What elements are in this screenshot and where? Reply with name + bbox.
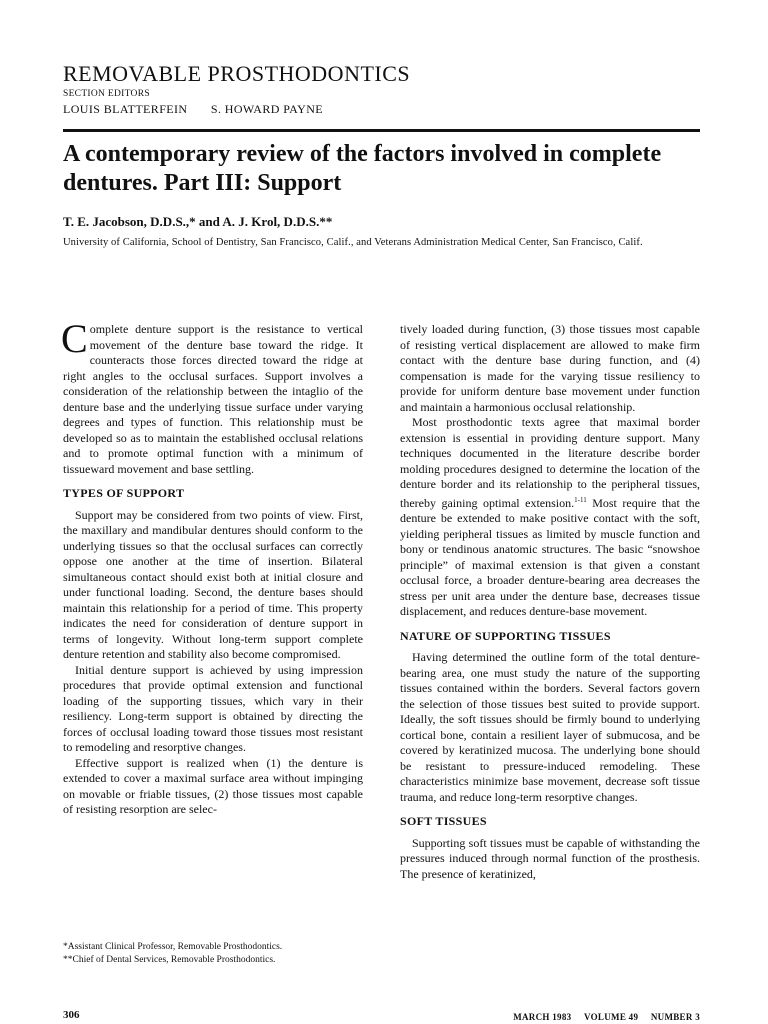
footnote: **Chief of Dental Services, Removable Prosthodontics.	[63, 954, 276, 965]
journal-section-title: REMOVABLE PROSTHODONTICS	[63, 61, 411, 86]
issue-number: NUMBER 3	[650, 1012, 700, 1022]
page-number: 306	[63, 1009, 80, 1021]
body-paragraph: Supporting soft tissues must be capable of withstanding the pressures induced through normal function of the prosthesis. The presence of keratinized,	[400, 835, 700, 881]
article-title: A contemporary review of the factors involved in complete dentures. Part III: Support	[63, 141, 662, 196]
section-heading-types-of-support: TYPES OF SUPPORT	[63, 486, 185, 500]
body-paragraph	[400, 415, 700, 620]
body-paragraph: tively loaded during function, (3) those tissues most capable of resisting vertical displacement are allowed to make firm contact with the denture base during function, and (4) compensation is made for the varying tissue resiliency to provide for uniform denture base movement under function and maintain a harmonious occlusal relationship.	[400, 322, 700, 414]
issue-date: MARCH 1983	[513, 1012, 572, 1022]
section-heading-soft-tissues: SOFT TISSUES	[400, 814, 487, 828]
footnotes	[63, 941, 363, 966]
intro-paragraph	[61, 316, 363, 477]
issue-volume: VOLUME 49	[584, 1012, 639, 1022]
section-heading-nature-of-supporting-tissues: NATURE OF SUPPORTING TISSUES	[400, 628, 611, 643]
drop-cap: C	[61, 316, 88, 361]
body-paragraph: Having determined the outline form of the total denture-bearing area, one must study the nature of the supporting tissues contained within the borders. Several factors govern the selection of those tissues best suited to provide support. Ideally, the soft tissues should be firmly bound to underlying cortical bone, contain a resilient layer of submucosa, and be covered by keratinized mucosa. The underlying bone should be resistant to pressure-induced remodeling. These characteristics minimize base movement, decrease soft tissue trauma, and reduce long-term resorptive changes.	[400, 650, 700, 804]
footnote: *Assistant Clinical Professor, Removable Prosthodontics.	[63, 942, 283, 952]
section-editors-label: SECTION EDITORS	[63, 89, 150, 99]
body-paragraph: Initial denture support is achieved by using impression procedures that provide optimal extension and functional loading of the supporting tissues, which vary in their resiliency. Long-term support is obtained by directing the forces of occlusal loading toward those tissues most resistant to remodeling and resorptive changes.	[63, 662, 363, 754]
author-affiliation: University of California, School of Dentistry, San Francisco, Calif., and Veterans Administration Medical Center, San Francisco, Calif.	[63, 237, 643, 248]
section-editors	[63, 102, 323, 117]
editor-name: LOUIS BLATTERFEIN	[63, 102, 188, 116]
left-column	[61, 316, 363, 818]
paragraph-text: Most require that the denture be extended to make positive contact with the soft, yielding peripheral tissues as limited by muscle function and bony or tendinous anatomic structures. The basic “snowshoe principle” of maximal extension is that given a constant occlusal force, a broader denture-bearing area decreases the stress per unit area under the denture base, decreases tissue displacement, and reduces denture-base movement.	[400, 495, 700, 618]
header-rule	[63, 129, 700, 132]
right-column	[400, 322, 700, 882]
paragraph-text: Most prosthodontic texts agree that maximal border extension is essential in providing denture support. Many techniques documented in the literature describe border molding procedures designed to determine the location of the denture border and its relationship to the peripheral tissues, thereby gaining optimal extension.	[400, 415, 700, 510]
reference-citation: 1-11	[574, 495, 587, 504]
body-paragraph: Effective support is realized when (1) the denture is extended to cover a maximal surface area without impinging on movable or friable tissues, (2) those tissues most capable of resisting resorption are selec-	[63, 755, 363, 816]
intro-text: omplete denture support is the resistance to vertical movement of the denture base toward the ridge. It counteracts those forces directed toward the ridge at right angles to the occlusal surfaces. Support involves a consideration of the relationship between the intaglio of the denture base and the underlying tissue surface under varying degrees and types of function. This relationship must be developed so as to maintain the established occlusal relations and to promote optimal function with a minimum of tissueward movement and base settling.	[63, 322, 363, 476]
article-authors: T. E. Jacobson, D.D.S.,* and A. J. Krol, D.D.S.**	[63, 214, 333, 229]
issue-info	[513, 1012, 700, 1022]
editor-name: S. HOWARD PAYNE	[210, 102, 324, 116]
body-paragraph: Support may be considered from two points of view. First, the maxillary and mandibular dentures should conform to the underlying tissues so that the occlusal surfaces can correctly oppose one another at the time of insertion. Bilateral simultaneous contact should exist both at initial closure and under functional loading. Second, the denture bases should maintain this relationship for a period of time. This property indicates the need for consideration of denture support in terms of longevity. Without long-term support complete denture retention and stability also become compromised.	[63, 507, 363, 661]
